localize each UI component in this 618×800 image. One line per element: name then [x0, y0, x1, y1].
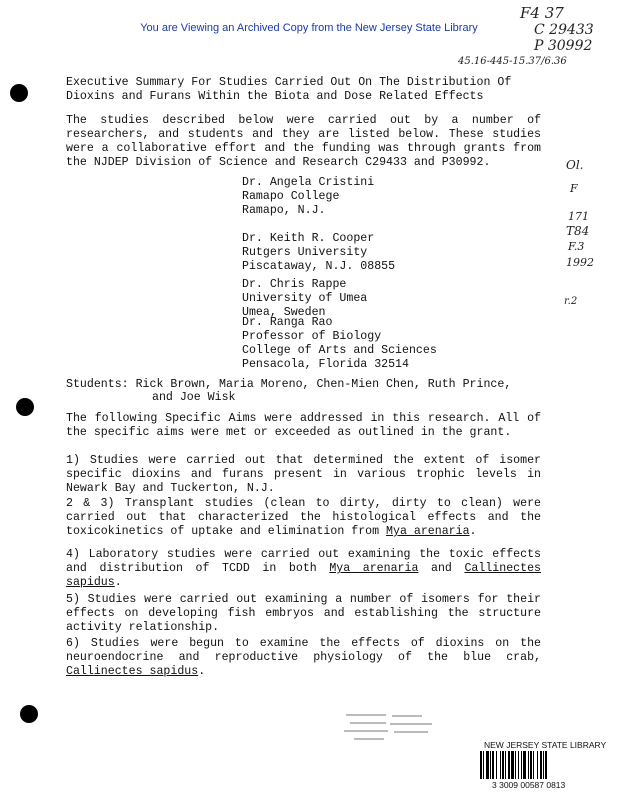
species-callinectes-sapidus: Callinectes sapidus [66, 665, 199, 678]
aim-2-3-paragraph [66, 497, 541, 539]
barcode-bar [486, 751, 489, 779]
researcher-4 [242, 316, 437, 372]
researcher-2-affiliation: Rutgers University [242, 246, 368, 259]
barcode-bar [533, 751, 534, 779]
library-name: NEW JERSEY STATE LIBRARY [484, 740, 607, 750]
aim-4-text: 4) Laboratory studies were carried out examining the toxic effects and distribution of TCDD in both [66, 548, 541, 575]
aim-6-paragraph [66, 637, 541, 679]
aim-4-and: and [418, 562, 465, 575]
researcher-1-name: Dr. Angela Cristini [242, 176, 375, 189]
summary-title-line1: Executive Summary For Studies Carried Out On The Distribution Of [66, 76, 512, 89]
barcode-bar [537, 751, 538, 779]
barcode-image [478, 750, 590, 780]
aim-5-paragraph: 5) Studies were carried out examining a number of isomers for their effects on developing fish embryos and establishing the structure activity relationship. [66, 593, 541, 634]
researcher-2 [242, 232, 395, 274]
researcher-3-name: Dr. Chris Rappe [242, 278, 347, 291]
margin-note-4: T84 [566, 224, 590, 238]
researcher-4-college: College of Arts and Sciences [242, 344, 437, 357]
barcode-bar [490, 751, 491, 779]
researcher-3-location: Umea, Sweden [242, 306, 326, 319]
students-line2: and Joe Wisk [152, 391, 236, 404]
aim-4-paragraph [66, 548, 541, 590]
punch-hole-bottom [20, 705, 38, 723]
barcode-bar [483, 751, 484, 779]
barcode-bar [528, 751, 529, 779]
barcode-bar [502, 751, 504, 779]
researcher-4-title: Professor of Biology [242, 330, 382, 343]
barcode-bar [500, 751, 501, 779]
students-line1: Students: Rick Brown, Maria Moreno, Chen-Mien Chen, Ruth Prince, [66, 378, 512, 391]
margin-note-3: 171 [568, 210, 589, 223]
researcher-4-name: Dr. Ranga Rao [242, 316, 333, 329]
barcode-bar [545, 751, 547, 779]
barcode-bar [496, 751, 497, 779]
handwritten-note-3: P 30992 [534, 38, 593, 54]
barcode-bar [511, 751, 514, 779]
barcode-bar [518, 751, 519, 779]
aim-2-3-end: . [469, 525, 477, 538]
species-callinectes-sapidus: Callinectes sapidus [66, 562, 541, 589]
researcher-4-location: Pensacola, Florida 32514 [242, 358, 409, 371]
barcode-number: 3 3009 00587 0813 [492, 780, 566, 790]
barcode-bar [508, 751, 510, 779]
researcher-2-name: Dr. Keith R. Cooper [242, 232, 375, 245]
margin-note-5: F.3 [568, 240, 585, 253]
researcher-1 [242, 176, 374, 218]
handwritten-code: 45.16-445-15.37/6.36 [458, 56, 567, 67]
handwritten-note-1: F4 37 [520, 4, 564, 22]
barcode-bar [543, 751, 544, 779]
margin-note-7: r.2 [564, 296, 578, 307]
researcher-1-location: Ramapo, N.J. [242, 204, 326, 217]
intro-paragraph: The studies described below were carried out by a number of researchers, and students and they are listed below. These studies were a collaborative effort and the funding was through grants from the NJDEP Division of Science and Research C29433 and P30992. [66, 114, 541, 169]
barcode-bar [515, 751, 516, 779]
researcher-3-affiliation: University of Umea [242, 292, 368, 305]
aim-6-end: . [198, 665, 206, 678]
summary-title-line2: Dioxins and Furans Within the Biota and Dose Related Effects [66, 90, 484, 103]
margin-note-2: F [570, 182, 578, 195]
researcher-2-location: Piscataway, N.J. 08855 [242, 260, 396, 273]
barcode-bar [480, 751, 482, 779]
barcode-bar [530, 751, 532, 779]
aim-2-3-text: 2 & 3) Transplant studies (clean to dirty, dirty to clean) were carried out that characterized the histological effects and the toxicokinetics of uptake and elimination from [66, 497, 541, 538]
aim-1-paragraph: 1) Studies were carried out that determined the extent of isomer specific dioxins and furans present in various trophic levels in Newark Bay and Tuckerton, N.J. [66, 454, 541, 495]
species-mya-arenaria: Mya arenaria [329, 562, 419, 575]
aim-6-text: 6) Studies were begun to examine the effects of dioxins on the neuroendocrine and reproductive physiology of the blue crab, [66, 637, 541, 664]
archive-banner: You are Viewing an Archived Copy from the New Jersey State Library [140, 22, 478, 34]
barcode-bar [521, 751, 522, 779]
punch-hole-top [10, 84, 28, 102]
handwritten-note-2: C 29433 [534, 22, 594, 38]
barcode-bar [523, 751, 526, 779]
faded-stamp [340, 710, 450, 744]
researcher-3 [242, 278, 367, 320]
barcode-bar [540, 751, 542, 779]
punch-hole-middle [16, 398, 34, 416]
library-barcode-label [478, 740, 607, 790]
species-mya-arenaria: Mya arenaria [386, 525, 470, 538]
aims-intro-paragraph: The following Specific Aims were addressed in this research. All of the specific aims were met or exceeded as outlined in the grant. [66, 412, 541, 439]
researcher-1-affiliation: Ramapo College [242, 190, 340, 203]
margin-note-1: Ol. [566, 158, 584, 172]
barcode-bar [492, 751, 494, 779]
aim-4-end: . [114, 576, 122, 589]
margin-note-6: 1992 [566, 256, 594, 269]
barcode-bar [505, 751, 506, 779]
